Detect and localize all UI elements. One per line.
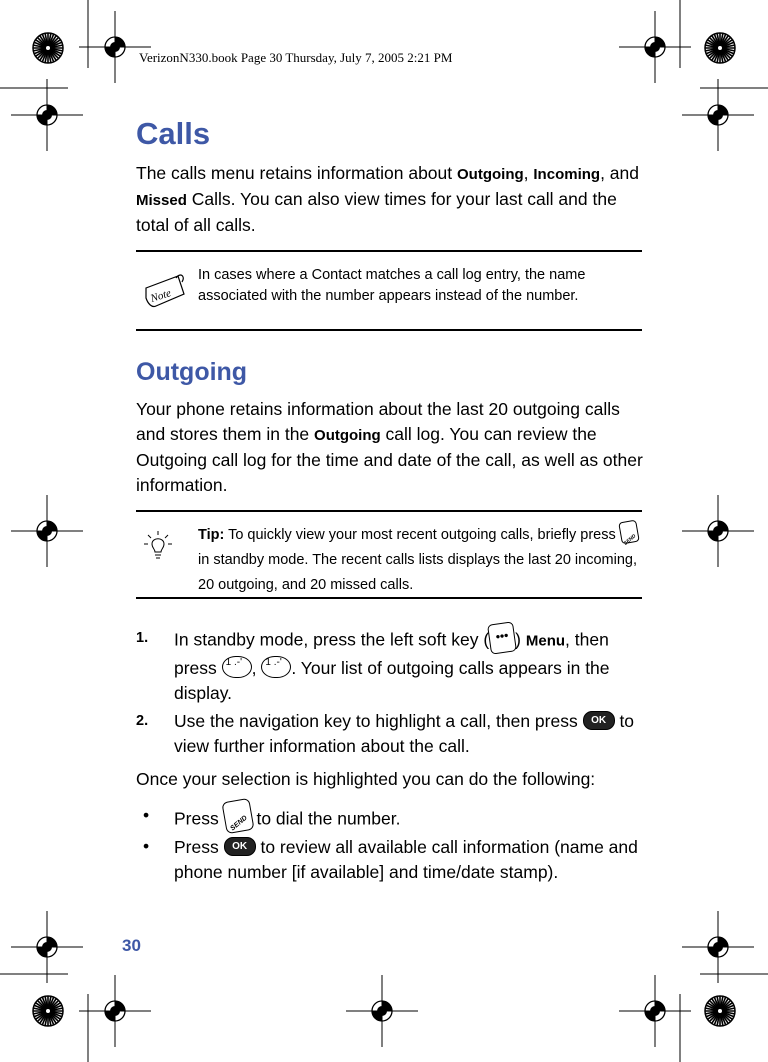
note-bottom-rule xyxy=(136,329,642,331)
left-soft-key-icon: ••• xyxy=(487,621,517,654)
note-text: In cases where a Contact matches a call log entry, the name associated with the number appears instead of the number. xyxy=(198,267,586,304)
step-text: Use the navigation key to highlight a call, then press OK to view further information about the call. xyxy=(174,711,635,756)
ok-key-icon: OK xyxy=(224,837,256,856)
one-key-icon: 1 .-' xyxy=(222,656,252,678)
intro-paragraph: The calls menu retains information about Outgoing, Incoming, and Missed Calls. You can also view times for your last call and the total of all calls. xyxy=(136,163,639,235)
one-key-icon: 1 .-' xyxy=(261,656,291,678)
term-outgoing: Outgoing xyxy=(457,166,524,183)
bullet-symbol: • xyxy=(143,805,150,825)
term-missed: Missed xyxy=(136,192,187,209)
outgoing-paragraph: Your phone retains information about the last 20 outgoing calls and stores them in the Outgoing call log. You can review the Outgoing call log for the time and date of the call, as well as other information. xyxy=(136,399,643,495)
page-number: 30 xyxy=(122,936,141,955)
term-menu: Menu xyxy=(525,632,566,650)
page-title: Calls xyxy=(136,116,211,151)
tip-label: Tip: xyxy=(198,527,225,543)
bullet-text: Press OK to review all available call information (name and phone number [if available] and time/date stamp). xyxy=(174,837,638,882)
step-number: 1. xyxy=(136,630,149,646)
print-slug: VerizonN330.book Page 30 Thursday, July 7, 2005 2:21 PM xyxy=(139,50,453,65)
tip-text: Tip: To quickly view your most recent outgoing calls, briefly press SEND in standby mode. The recent calls lists displays the last 20 incoming, 20 outgoing, and 20 missed calls. xyxy=(198,523,644,598)
note-top-rule xyxy=(136,250,642,252)
ok-key-icon: OK xyxy=(583,711,615,730)
note-icon xyxy=(140,268,188,312)
tip-bottom-rule xyxy=(136,597,642,599)
bullet-text: Press SEND to dial the number. xyxy=(174,804,644,836)
bullet-symbol: • xyxy=(143,836,150,856)
options-intro: Once your selection is highlighted you can do the following: xyxy=(136,769,596,789)
send-key-icon: SEND xyxy=(221,798,254,834)
tip-top-rule xyxy=(136,510,642,512)
term-incoming: Incoming xyxy=(533,166,601,183)
step-text: In standby mode, press the left soft key ( ••• ) Menu, then press 1 .-' , 1 .-' . Your list of outgoing calls appears in the display. xyxy=(174,626,644,706)
term-outgoing-log: Outgoing xyxy=(314,427,381,444)
step-number: 2. xyxy=(136,713,149,729)
lightbulb-icon xyxy=(143,530,173,562)
send-key-icon: SEND xyxy=(618,520,640,545)
note-icon-label: Note xyxy=(149,287,173,305)
section-title-outgoing: Outgoing xyxy=(136,358,248,386)
